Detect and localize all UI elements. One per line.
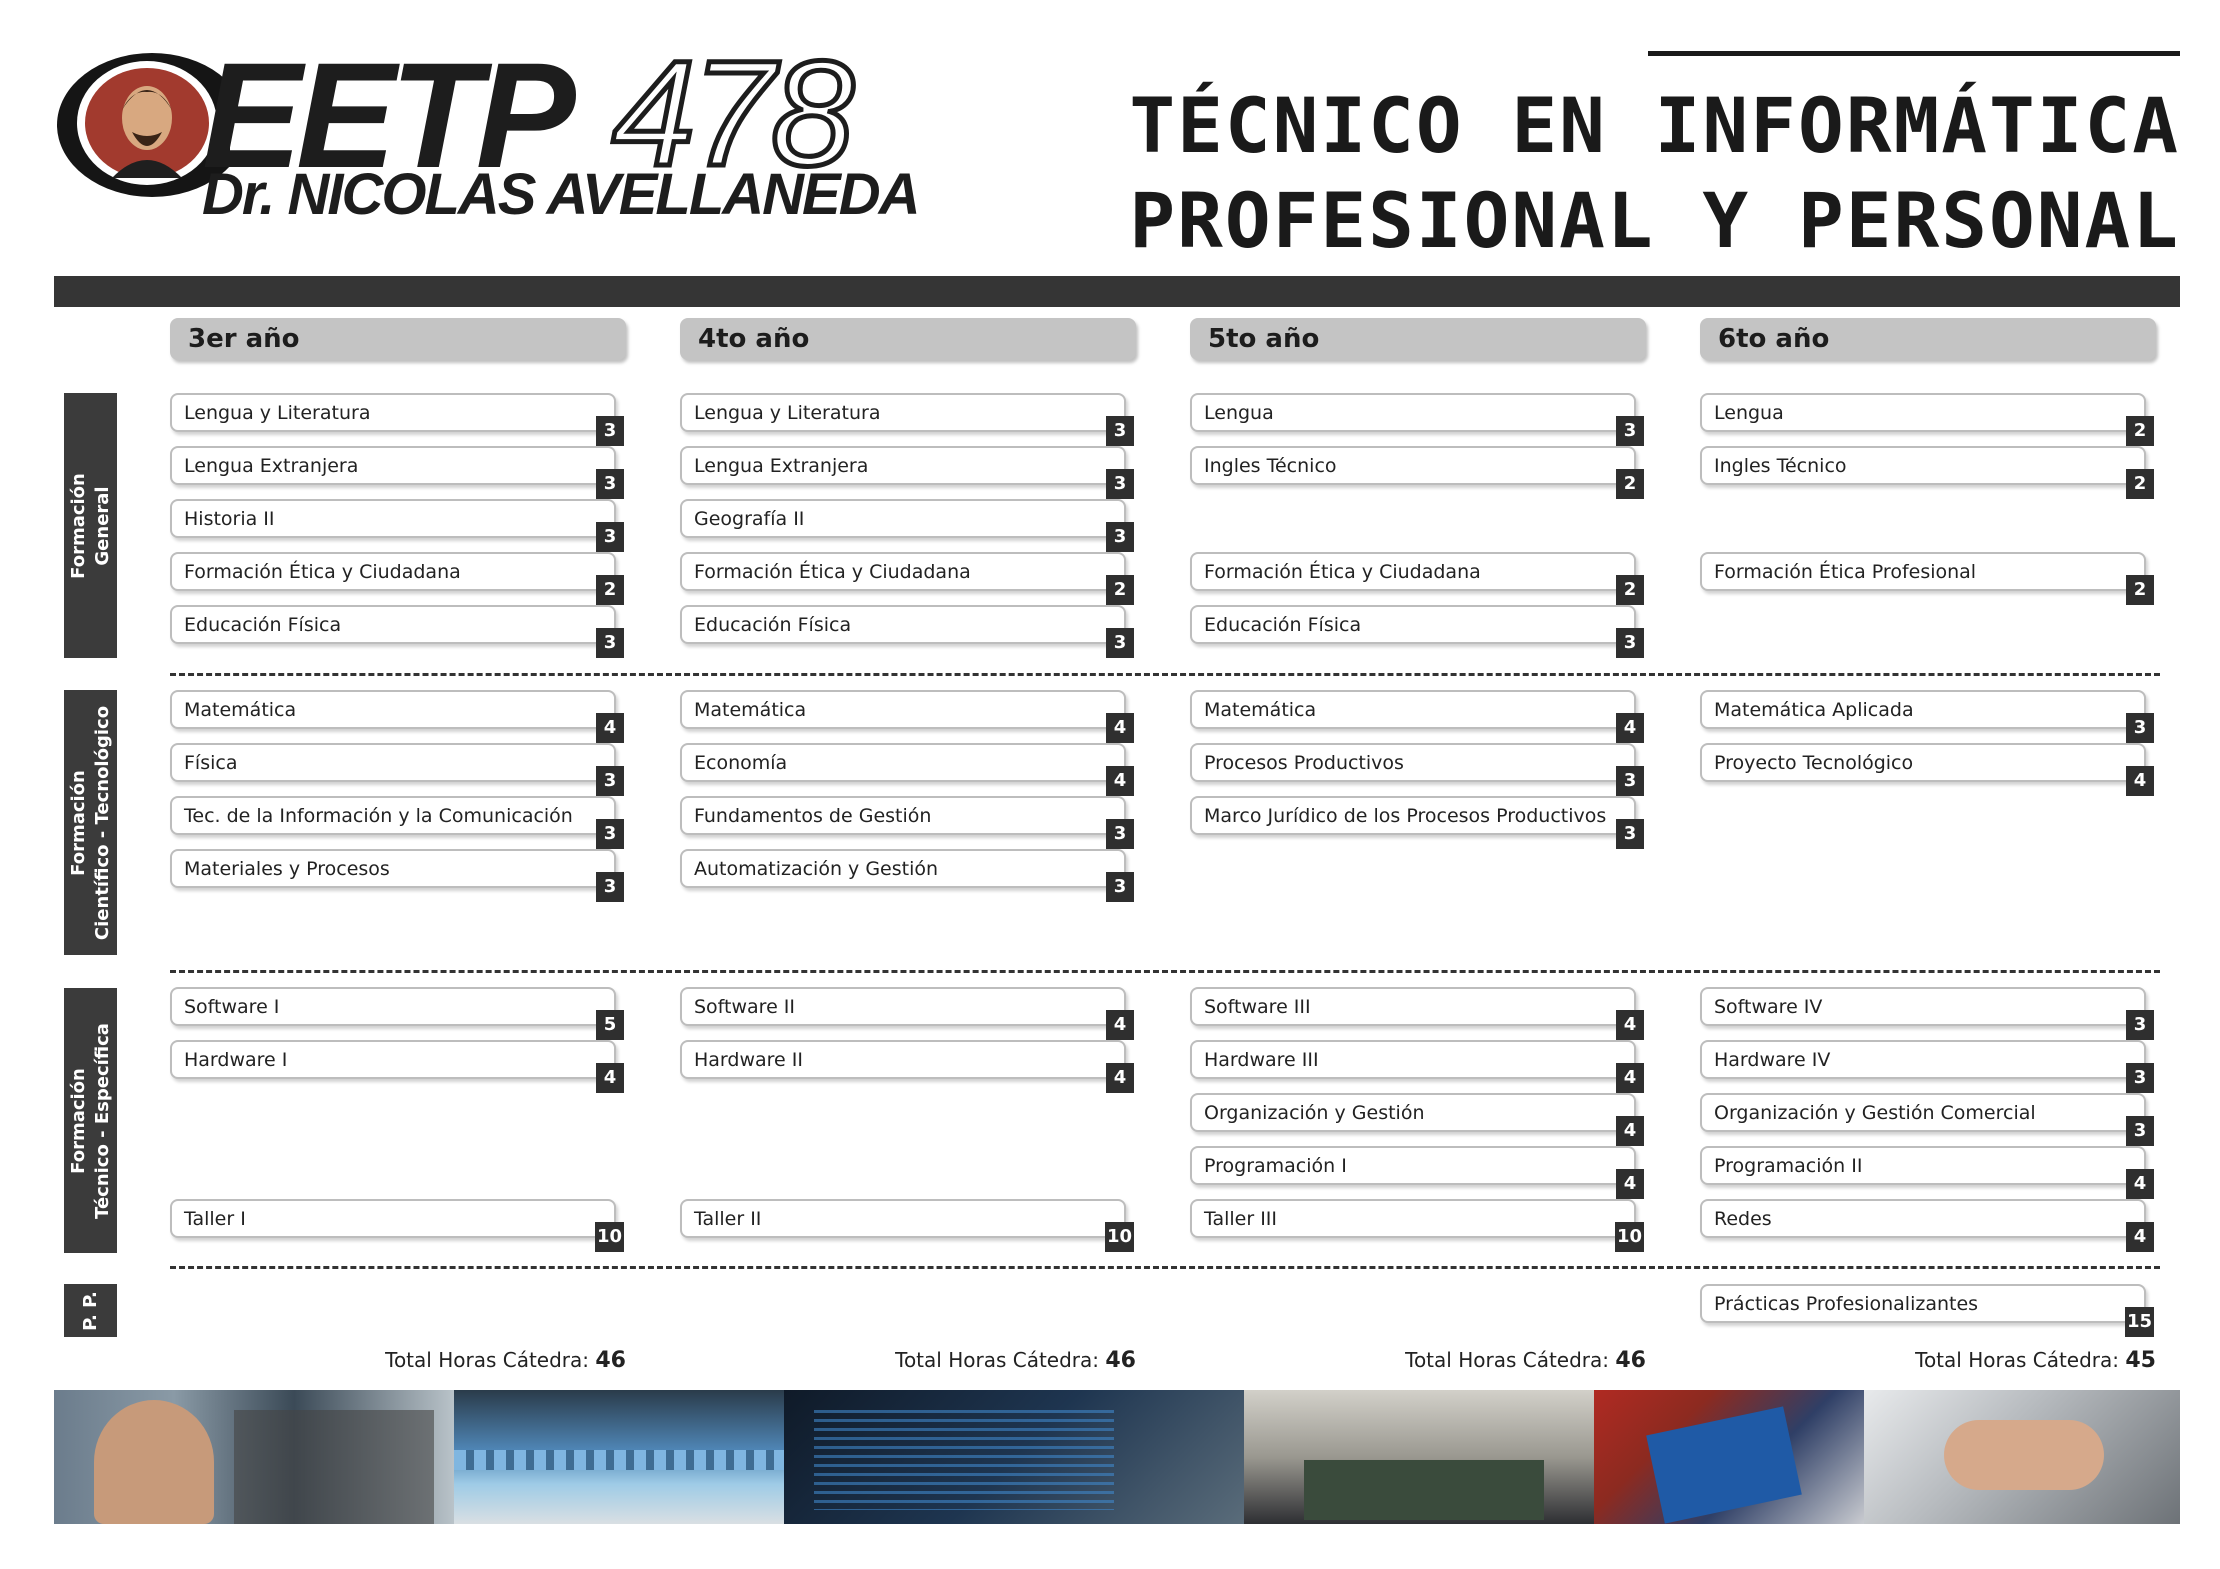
course-box xyxy=(680,987,1127,1035)
year-header-3: 3er año xyxy=(170,318,626,360)
course-hours: 3 xyxy=(596,628,624,658)
course-hours: 2 xyxy=(2126,575,2154,605)
photo-strip xyxy=(54,1390,2180,1524)
course-hours: 10 xyxy=(1615,1222,1644,1252)
course-box xyxy=(1700,446,2147,494)
course-name: Formación Ética y Ciudadana xyxy=(184,561,461,583)
total-hours-4 xyxy=(680,1348,1136,1373)
course-hours: 4 xyxy=(1106,766,1134,796)
course-hours: 3 xyxy=(1106,469,1134,499)
course-box xyxy=(1190,1093,1637,1141)
course-box xyxy=(170,690,617,738)
photo-motherboard xyxy=(1244,1390,1594,1524)
total-value: 46 xyxy=(1615,1348,1646,1373)
section-practicas xyxy=(64,1284,117,1337)
course-name: Matemática Aplicada xyxy=(1714,699,1914,721)
course-name: Física xyxy=(184,752,238,774)
course-hours: 3 xyxy=(1616,766,1644,796)
course-box xyxy=(1700,1284,2152,1332)
course-name: Hardware II xyxy=(694,1049,803,1071)
course-name: Tec. de la Información y la Comunicación xyxy=(184,805,573,827)
course-box xyxy=(1190,987,1637,1035)
course-box xyxy=(170,499,617,547)
course-name: Taller II xyxy=(694,1208,762,1230)
course-box xyxy=(1190,552,1637,600)
course-box xyxy=(170,987,617,1035)
course-box xyxy=(1190,1199,1642,1247)
total-hours-5 xyxy=(1190,1348,1646,1373)
course-name: Redes xyxy=(1714,1208,1772,1230)
total-label: Total Horas Cátedra: xyxy=(385,1348,590,1372)
course-box xyxy=(170,552,617,600)
course-name: Hardware IV xyxy=(1714,1049,1831,1071)
course-box xyxy=(680,552,1127,600)
course-hours: 3 xyxy=(2126,1116,2154,1146)
course-name: Organización y Gestión Comercial xyxy=(1714,1102,2036,1124)
course-name: Matemática xyxy=(694,699,807,721)
course-name: Taller III xyxy=(1204,1208,1278,1230)
course-name: Software IV xyxy=(1714,996,1823,1018)
course-hours: 5 xyxy=(596,1010,624,1040)
course-box xyxy=(680,849,1127,897)
course-box xyxy=(680,393,1127,441)
course-name: Lengua Extranjera xyxy=(694,455,869,477)
course-hours: 3 xyxy=(596,469,624,499)
section-formacion-cientifico xyxy=(64,690,117,955)
course-box xyxy=(680,1040,1127,1088)
course-name: Formación Ética Profesional xyxy=(1714,561,1977,583)
course-hours: 3 xyxy=(2126,713,2154,743)
photo-network-cables xyxy=(454,1390,784,1524)
course-hours: 3 xyxy=(596,872,624,902)
course-box xyxy=(170,1199,622,1247)
course-box xyxy=(1700,1146,2147,1194)
year-header-6: 6to año xyxy=(1700,318,2156,360)
course-hours: 2 xyxy=(1616,469,1644,499)
course-hours: 4 xyxy=(1616,1063,1644,1093)
course-hours: 2 xyxy=(1616,575,1644,605)
course-box xyxy=(1190,1146,1637,1194)
course-hours: 15 xyxy=(2125,1307,2154,1337)
total-value: 46 xyxy=(1105,1348,1136,1373)
course-name: Hardware III xyxy=(1204,1049,1319,1071)
course-hours: 3 xyxy=(1106,872,1134,902)
course-name: Geografía II xyxy=(694,508,805,530)
course-name: Hardware I xyxy=(184,1049,288,1071)
course-box xyxy=(1190,1040,1637,1088)
course-box xyxy=(1700,743,2147,791)
course-hours: 3 xyxy=(2126,1010,2154,1040)
course-box xyxy=(680,499,1127,547)
section-formacion-general xyxy=(64,393,117,658)
course-box xyxy=(1700,987,2147,1035)
course-box xyxy=(1700,1040,2147,1088)
course-name: Programación I xyxy=(1204,1155,1347,1177)
course-name: Educación Física xyxy=(1204,614,1362,636)
course-name: Procesos Productivos xyxy=(1204,752,1404,774)
logo-number: 478 xyxy=(612,29,851,197)
course-name: Formación Ética y Ciudadana xyxy=(694,561,971,583)
divider xyxy=(170,1266,2160,1269)
course-hours: 3 xyxy=(1106,522,1134,552)
course-hours: 3 xyxy=(1106,416,1134,446)
page-title-line2: PROFESIONAL Y PERSONAL xyxy=(1129,176,2180,265)
photo-technician xyxy=(54,1390,454,1524)
title-rule xyxy=(1648,51,2180,56)
course-hours: 3 xyxy=(1106,628,1134,658)
course-hours: 4 xyxy=(596,1063,624,1093)
total-label: Total Horas Cátedra: xyxy=(1405,1348,1610,1372)
course-hours: 4 xyxy=(2126,766,2154,796)
section-label-line1: Formación xyxy=(67,1067,89,1174)
course-box xyxy=(170,1040,617,1088)
course-hours: 4 xyxy=(1106,713,1134,743)
course-name: Programación II xyxy=(1714,1155,1863,1177)
course-hours: 2 xyxy=(2126,416,2154,446)
course-hours: 3 xyxy=(1616,819,1644,849)
year-header-4: 4to año xyxy=(680,318,1136,360)
course-hours: 3 xyxy=(596,819,624,849)
logo-subtitle: Dr. NICOLAS AVELLANEDA xyxy=(202,162,919,227)
total-label: Total Horas Cátedra: xyxy=(895,1348,1100,1372)
course-name: Educación Física xyxy=(184,614,342,636)
section-label-line1: Formación xyxy=(67,769,89,876)
course-box xyxy=(170,605,617,653)
course-box xyxy=(680,1199,1132,1247)
course-name: Lengua Extranjera xyxy=(184,455,359,477)
section-label-line2: Técnico - Específica xyxy=(91,1022,113,1219)
course-box xyxy=(170,796,617,844)
course-hours: 10 xyxy=(1105,1222,1134,1252)
course-hours: 4 xyxy=(1616,1116,1644,1146)
course-name: Software III xyxy=(1204,996,1311,1018)
course-name: Marco Jurídico de los Procesos Productivos xyxy=(1204,805,1607,827)
course-box xyxy=(170,393,617,441)
section-label-line1: Formación xyxy=(67,472,89,579)
course-box xyxy=(1700,690,2147,738)
course-name: Fundamentos de Gestión xyxy=(694,805,932,827)
school-logo xyxy=(52,29,919,230)
section-formacion-tecnico xyxy=(64,988,117,1253)
course-hours: 4 xyxy=(1106,1063,1134,1093)
course-hours: 10 xyxy=(595,1222,624,1252)
total-label: Total Horas Cátedra: xyxy=(1915,1348,2120,1372)
course-box xyxy=(1190,605,1637,653)
course-name: Educación Física xyxy=(694,614,852,636)
course-box xyxy=(1190,743,1637,791)
year-header-5: 5to año xyxy=(1190,318,1646,360)
course-box xyxy=(1700,1093,2147,1141)
course-hours: 2 xyxy=(1106,575,1134,605)
photo-code-screen xyxy=(784,1390,1244,1524)
course-hours: 4 xyxy=(1616,713,1644,743)
section-label-line1: P. P. xyxy=(79,1290,101,1331)
course-box xyxy=(170,743,617,791)
course-name: Prácticas Profesionalizantes xyxy=(1714,1293,1979,1315)
course-box xyxy=(1190,690,1637,738)
course-box xyxy=(680,446,1127,494)
course-name: Materiales y Procesos xyxy=(184,858,390,880)
course-box xyxy=(1700,393,2147,441)
course-name: Automatización y Gestión xyxy=(694,858,939,880)
course-name: Lengua y Literatura xyxy=(694,402,881,424)
logo-school: EETP xyxy=(202,31,570,199)
course-hours: 4 xyxy=(1106,1010,1134,1040)
course-name: Formación Ética y Ciudadana xyxy=(1204,561,1481,583)
course-box xyxy=(1190,393,1637,441)
course-name: Proyecto Tecnológico xyxy=(1714,752,1914,774)
course-box xyxy=(680,796,1127,844)
course-hours: 3 xyxy=(2126,1063,2154,1093)
photo-arduino xyxy=(1594,1390,1864,1524)
course-hours: 2 xyxy=(2126,469,2154,499)
total-value: 46 xyxy=(595,1348,626,1373)
total-value: 45 xyxy=(2125,1348,2156,1373)
divider xyxy=(170,673,2160,676)
photo-typing xyxy=(1864,1390,2180,1524)
course-box xyxy=(680,690,1127,738)
course-name: Lengua xyxy=(1204,402,1274,424)
course-name: Economía xyxy=(694,752,788,774)
course-hours: 2 xyxy=(596,575,624,605)
course-name: Matemática xyxy=(1204,699,1317,721)
course-box xyxy=(170,446,617,494)
course-hours: 4 xyxy=(596,713,624,743)
course-hours: 4 xyxy=(1616,1169,1644,1199)
course-name: Software II xyxy=(694,996,796,1018)
course-box xyxy=(680,743,1127,791)
course-box xyxy=(1190,446,1637,494)
course-hours: 4 xyxy=(2126,1169,2154,1199)
course-box xyxy=(1700,1199,2147,1247)
total-hours-6 xyxy=(1700,1348,2156,1373)
total-hours-3 xyxy=(170,1348,626,1373)
course-name: Ingles Técnico xyxy=(1714,455,1847,477)
course-box xyxy=(1190,796,1637,844)
course-name: Historia II xyxy=(184,508,275,530)
course-name: Matemática xyxy=(184,699,297,721)
header-band xyxy=(54,276,2180,307)
course-hours: 3 xyxy=(1106,819,1134,849)
course-name: Taller I xyxy=(184,1208,246,1230)
course-name: Lengua y Literatura xyxy=(184,402,371,424)
course-name: Organización y Gestión xyxy=(1204,1102,1425,1124)
course-hours: 3 xyxy=(1616,628,1644,658)
course-hours: 3 xyxy=(1616,416,1644,446)
page-title-line1: TÉCNICO EN INFORMÁTICA xyxy=(1129,81,2180,170)
course-hours: 3 xyxy=(596,416,624,446)
course-name: Lengua xyxy=(1714,402,1784,424)
course-hours: 4 xyxy=(1616,1010,1644,1040)
course-hours: 4 xyxy=(2126,1222,2154,1252)
course-box xyxy=(1700,552,2147,600)
divider xyxy=(170,970,2160,973)
course-box xyxy=(170,849,617,897)
course-name: Software I xyxy=(184,996,280,1018)
section-label-line2: General xyxy=(91,485,113,566)
course-name: Ingles Técnico xyxy=(1204,455,1337,477)
section-label-line2: Científico - Tecnológico xyxy=(91,705,113,940)
course-box xyxy=(680,605,1127,653)
course-hours: 3 xyxy=(596,766,624,796)
course-hours: 3 xyxy=(596,522,624,552)
